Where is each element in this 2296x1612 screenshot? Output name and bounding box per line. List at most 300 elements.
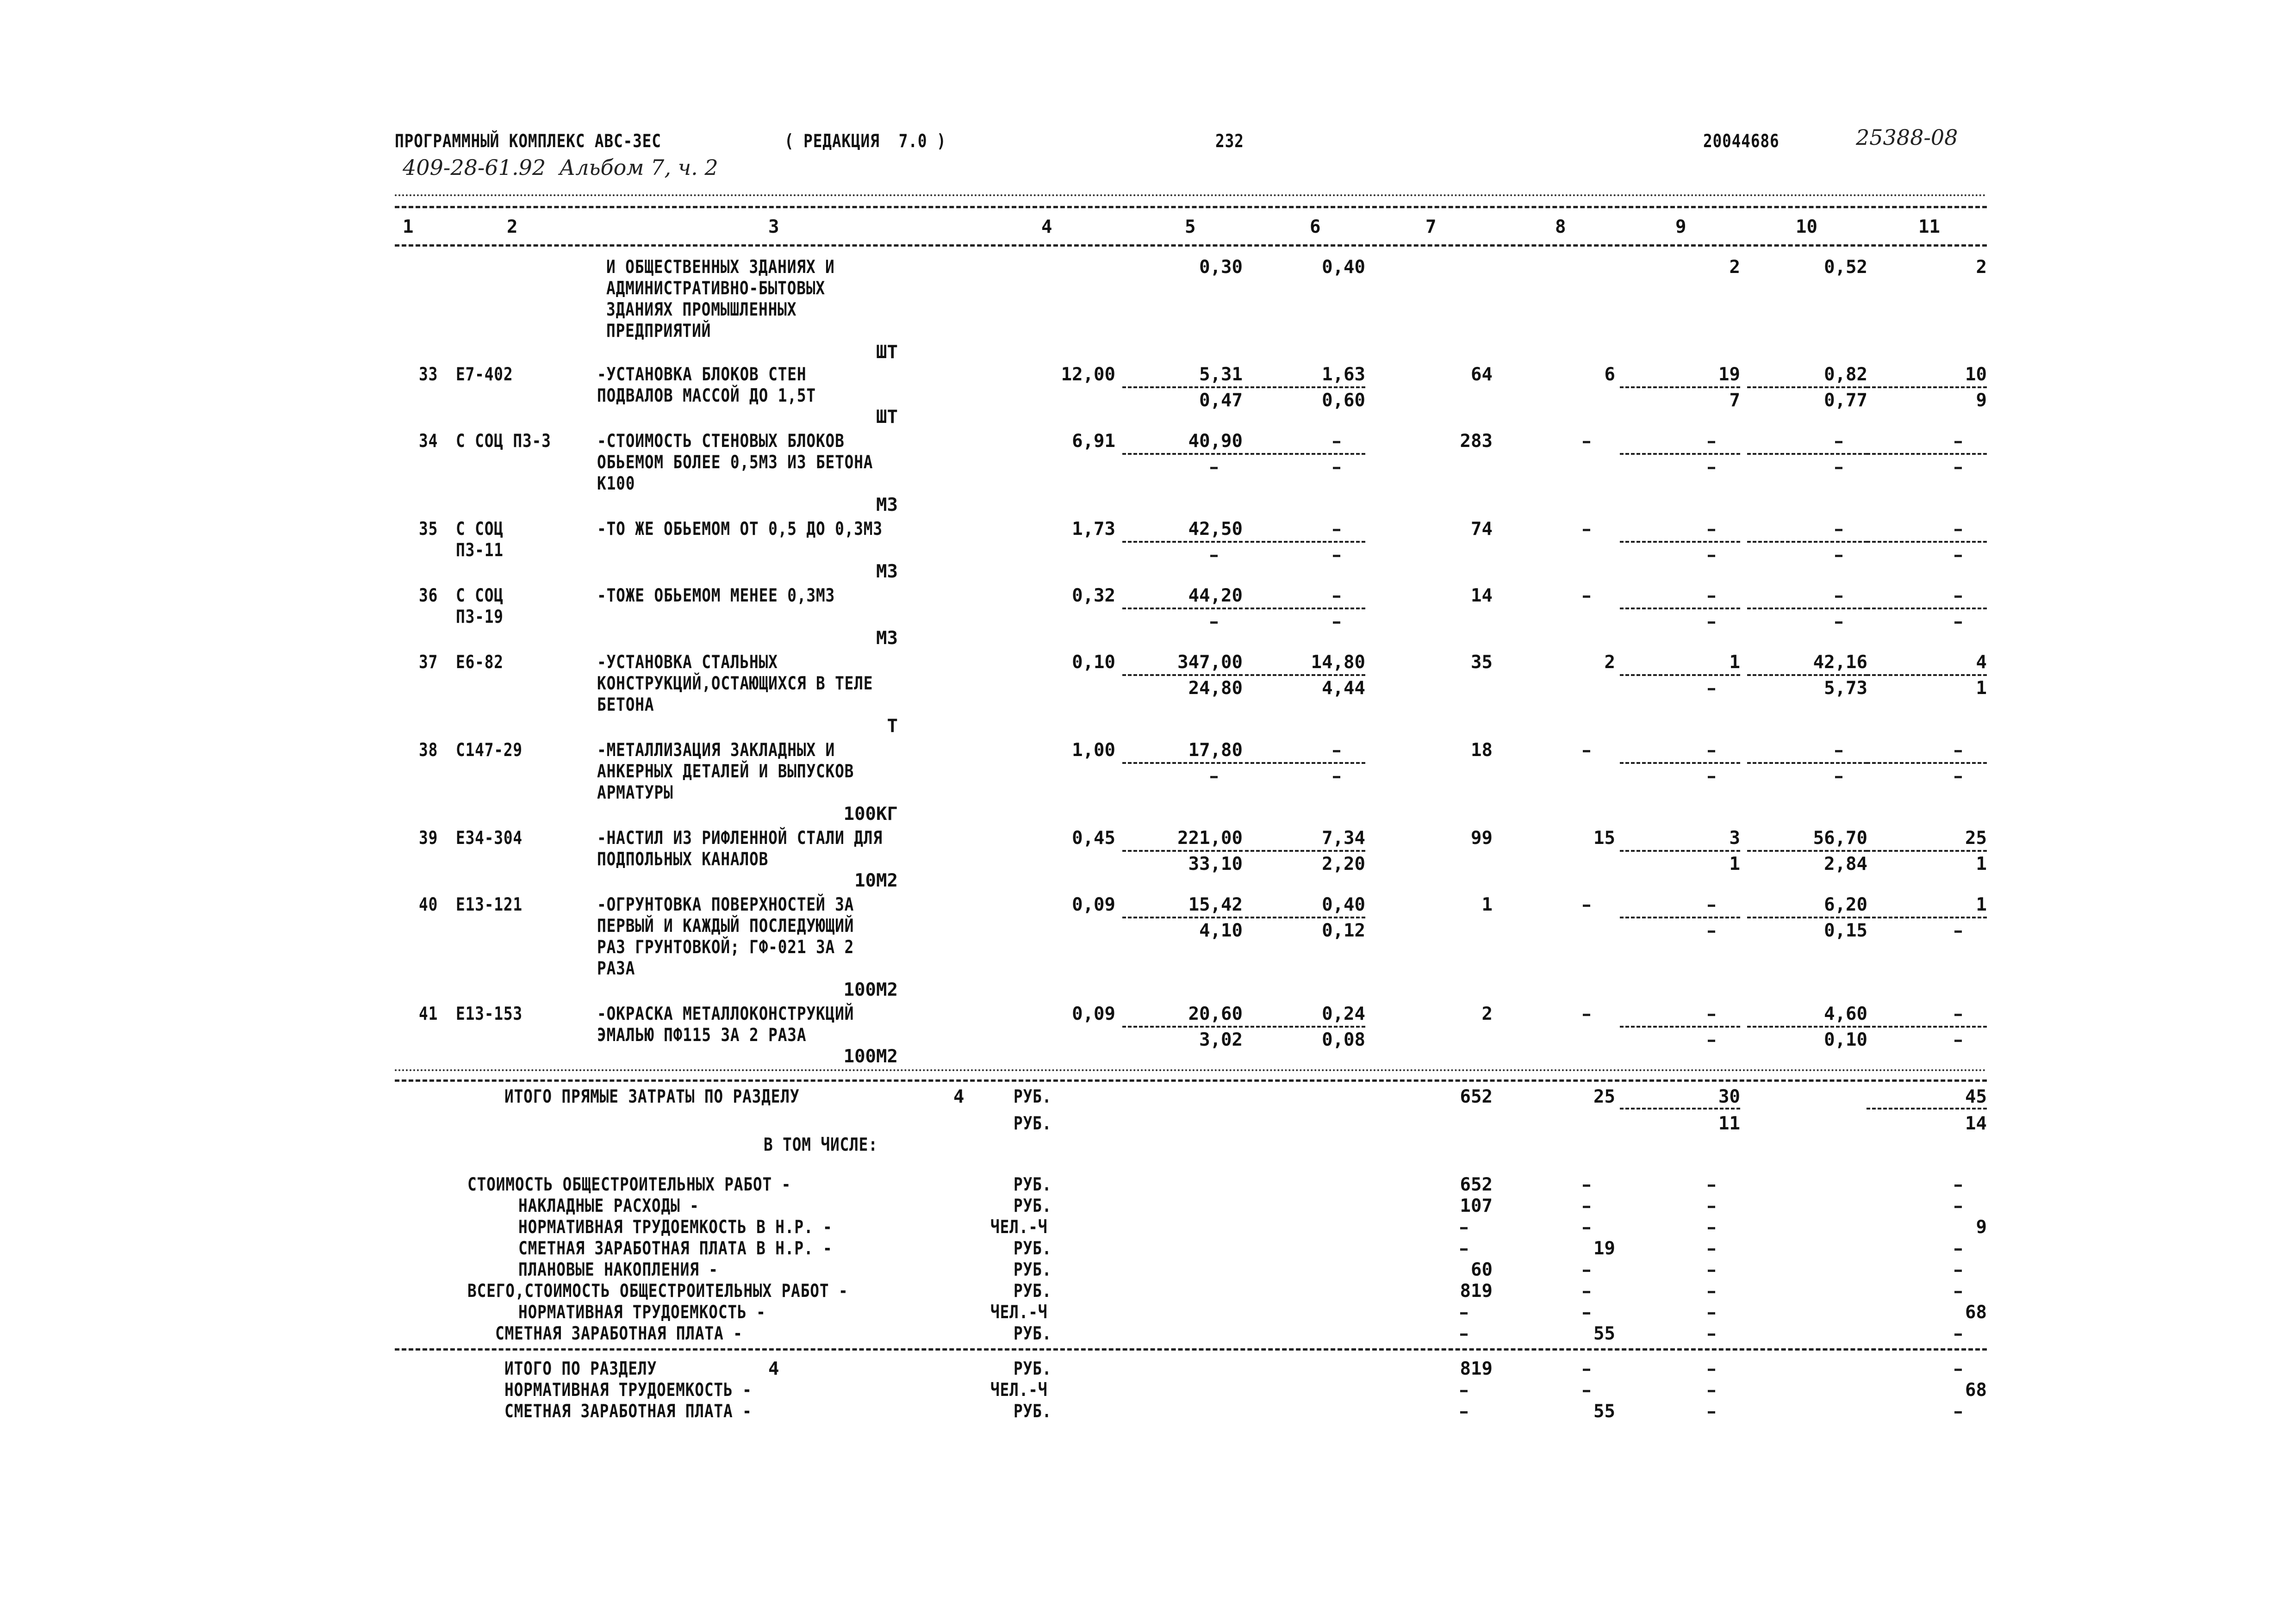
cell-c11-lower: 1 <box>1976 678 1987 699</box>
row-code-line2: ПЗ-11 <box>456 540 504 561</box>
cell-c10-lower: 2,84 <box>1824 854 1867 874</box>
cell-c5: 347,00 <box>1177 652 1243 673</box>
cell-c11-lower: 9 <box>1976 390 1987 411</box>
direct-total-c11-lower: 14 <box>1965 1113 1987 1134</box>
cell-c5-lower-dash <box>1210 555 1218 557</box>
section-total-c7-dash <box>1460 1411 1468 1414</box>
fraction-line-c6 <box>1245 386 1365 388</box>
cell-c5: 17,80 <box>1188 740 1243 761</box>
cell-c9-lower-dash <box>1708 688 1715 690</box>
row-description: -УСТАНОВКА СТАЛЬНЫХ <box>597 652 778 673</box>
row-description: -ТО ЖЕ ОБЬЕМОМ ОТ 0,5 ДО 0,3МЗ <box>597 519 883 539</box>
section-total-c11: 68 <box>1965 1380 1987 1401</box>
cell-c9-lower-dash <box>1708 467 1715 469</box>
cell-c11: 2 <box>1976 257 1987 278</box>
summary-c7-dash <box>1460 1333 1468 1336</box>
cell-c6: 0,24 <box>1322 1004 1365 1024</box>
fraction-line-c5 <box>1122 674 1243 676</box>
row-code: С СОЦ <box>456 519 504 539</box>
row-code: С СОЦ ПЗ-3 <box>456 431 551 452</box>
fraction-line-c5 <box>1122 917 1243 918</box>
row-number: 33 <box>419 364 438 385</box>
cell-c6: 0,40 <box>1322 257 1365 278</box>
cell-c10-dash <box>1835 441 1842 443</box>
direct-total-c9-lower: 11 <box>1718 1113 1740 1134</box>
section-total-c9-dash <box>1708 1411 1715 1414</box>
row-number: 36 <box>419 585 438 606</box>
row-description: РАЗА <box>597 958 635 979</box>
cell-c7: 64 <box>1471 364 1493 385</box>
cell-c9-dash <box>1708 441 1715 443</box>
cell-c5: 42,50 <box>1188 519 1243 539</box>
cell-c6-lower: 0,12 <box>1322 920 1365 941</box>
fraction-line-c6 <box>1245 674 1365 676</box>
fraction-line-c11 <box>1867 608 1987 609</box>
cell-c9-dash <box>1708 529 1715 531</box>
summary-c9-dash <box>1708 1248 1715 1251</box>
cell-c11-lower-dash <box>1954 1040 1962 1042</box>
cell-c11: 1 <box>1976 894 1987 915</box>
direct-total-c7: 652 <box>1460 1086 1493 1107</box>
section-total-c8-dash <box>1583 1369 1590 1371</box>
direct-total-line-c9 <box>1620 1108 1740 1110</box>
summary-c9-dash <box>1708 1270 1715 1272</box>
cell-c5-lower: 24,80 <box>1188 678 1243 699</box>
fraction-line-c11 <box>1867 674 1987 676</box>
fraction-line-c9 <box>1620 541 1740 543</box>
summary-c7-dash <box>1460 1312 1468 1314</box>
summary-c9-dash <box>1708 1333 1715 1336</box>
cell-c10-lower: 0,10 <box>1824 1029 1867 1050</box>
row-description: К100 <box>597 473 635 494</box>
cell-c6-dash <box>1333 441 1340 443</box>
row-description: -ОКРАСКА МЕТАЛЛОКОНСТРУКЦИЙ <box>597 1004 854 1024</box>
fraction-line-c10 <box>1747 917 1867 918</box>
cell-c6-lower-dash <box>1333 467 1340 469</box>
cell-c11-dash <box>1954 529 1962 531</box>
row-description: БЕТОНА <box>597 694 654 715</box>
handwritten-code: 25388-08 <box>1856 125 1958 150</box>
row-code: Е34-304 <box>456 828 523 849</box>
cell-c10: 56,70 <box>1813 828 1867 849</box>
summary-c7-dash <box>1460 1248 1468 1251</box>
cell-c5: 15,42 <box>1188 894 1243 915</box>
unit-label: 100КГ <box>843 804 898 825</box>
direct-total-unit: РУБ. <box>1014 1086 1052 1107</box>
cell-c5: 40,90 <box>1188 431 1243 452</box>
summary-c11: 9 <box>1976 1217 1987 1238</box>
section-total-label: СМЕТНАЯ ЗАРАБОТНАЯ ПЛАТА - <box>504 1401 752 1422</box>
section-total-c11-dash <box>1954 1369 1962 1371</box>
cell-c6-dash <box>1333 750 1340 752</box>
continuation-text: ПРЕДПРИЯТИЙ <box>606 321 711 341</box>
cell-c11-lower-dash <box>1954 930 1962 933</box>
row-description: АНКЕРНЫХ ДЕТАЛЕЙ И ВЫПУСКОВ <box>597 761 854 782</box>
section-total-unit: РУБ. <box>1014 1358 1052 1379</box>
cell-c8-dash <box>1583 441 1590 443</box>
summary-c11-dash <box>1954 1333 1962 1336</box>
fraction-line-c10 <box>1747 762 1867 764</box>
row-code-line2: ПЗ-19 <box>456 607 504 627</box>
cell-c5-lower-dash <box>1210 467 1218 469</box>
cell-c6: 0,40 <box>1322 894 1365 915</box>
section-total-c9-dash <box>1708 1390 1715 1392</box>
column-number: 3 <box>768 217 779 237</box>
cell-c4: 0,09 <box>1072 1004 1115 1024</box>
cell-c11-dash <box>1954 595 1962 598</box>
cell-c7: 18 <box>1471 740 1493 761</box>
fraction-line-c5 <box>1122 1026 1243 1028</box>
summary-c7: 819 <box>1460 1281 1493 1302</box>
summary-c9-dash <box>1708 1184 1715 1187</box>
summary-unit: РУБ. <box>1014 1259 1052 1280</box>
row-description: ПОДПОЛЬНЫХ КАНАЛОВ <box>597 849 769 870</box>
column-number: 2 <box>507 217 518 237</box>
fraction-line-c10 <box>1747 541 1867 543</box>
fraction-line-c10 <box>1747 674 1867 676</box>
cell-c5-lower: 0,47 <box>1199 390 1243 411</box>
cell-c9-lower-dash <box>1708 1040 1715 1042</box>
fraction-line-c9 <box>1620 386 1740 388</box>
cell-c11: 4 <box>1976 652 1987 673</box>
section-total-label: НОРМАТИВНАЯ ТРУДОЕМКОСТЬ - <box>504 1380 752 1401</box>
edition-label: ( РЕДАКЦИЯ 7.0 ) <box>784 131 946 152</box>
row-number: 34 <box>419 431 438 452</box>
cell-c11-lower: 1 <box>1976 854 1987 874</box>
cell-c4: 0,45 <box>1072 828 1115 849</box>
cell-c8-dash <box>1583 1014 1590 1016</box>
row-number: 35 <box>419 519 438 539</box>
cell-c7: 74 <box>1471 519 1493 539</box>
row-description: РАЗ ГРУНТОВКОЙ; ГФ-021 ЗА 2 <box>597 937 854 958</box>
cell-c9-dash <box>1708 1014 1715 1016</box>
summary-c7: 60 <box>1471 1259 1493 1280</box>
fraction-line-c9 <box>1620 1026 1740 1028</box>
column-number: 11 <box>1918 217 1940 237</box>
cell-c9-lower: 7 <box>1729 390 1740 411</box>
cell-c4: 12,00 <box>1061 364 1115 385</box>
unit-label: МЗ <box>876 628 898 649</box>
cell-c10-lower-dash <box>1835 621 1842 624</box>
cell-c6-lower: 0,08 <box>1322 1029 1365 1050</box>
unit-label: МЗ <box>876 561 898 582</box>
cell-c11-dash <box>1954 1014 1962 1016</box>
section-total-c7-dash <box>1460 1390 1468 1392</box>
cell-c11-lower-dash <box>1954 467 1962 469</box>
fraction-line-c6 <box>1245 917 1365 918</box>
fraction-line-c6 <box>1245 1026 1365 1028</box>
direct-total-c11: 45 <box>1965 1086 1987 1107</box>
cell-c6: 1,63 <box>1322 364 1365 385</box>
cell-c8-dash <box>1583 905 1590 907</box>
fraction-line-c9 <box>1620 608 1740 609</box>
cell-c11-lower-dash <box>1954 621 1962 624</box>
cell-c5-lower-dash <box>1210 621 1218 624</box>
cell-c11: 10 <box>1965 364 1987 385</box>
fraction-line-c11 <box>1867 541 1987 543</box>
column-number: 8 <box>1555 217 1566 237</box>
row-code: С147-29 <box>456 740 523 761</box>
cell-c5-lower-dash <box>1210 776 1218 778</box>
fraction-line-c6 <box>1245 541 1365 543</box>
cell-c8-dash <box>1583 529 1590 531</box>
cell-c9: 1 <box>1729 652 1740 673</box>
fraction-line-c11 <box>1867 850 1987 852</box>
column-number: 6 <box>1310 217 1321 237</box>
summary-c8: 19 <box>1593 1238 1615 1259</box>
direct-total-label: ИТОГО ПРЯМЫЕ ЗАТРАТЫ ПО РАЗДЕЛУ <box>504 1086 800 1107</box>
summary-c11-dash <box>1954 1291 1962 1293</box>
column-number: 10 <box>1796 217 1817 237</box>
row-code: С СОЦ <box>456 585 504 606</box>
summary-label: НАКЛАДНЫЕ РАСХОДЫ - <box>518 1196 699 1216</box>
cell-c9: 19 <box>1718 364 1740 385</box>
section-total-c8-dash <box>1583 1390 1590 1392</box>
row-number: 41 <box>419 1004 438 1024</box>
cell-c10: 42,16 <box>1813 652 1867 673</box>
row-code: Е7-402 <box>456 364 513 385</box>
summary-c7: 652 <box>1460 1174 1493 1195</box>
cell-c7: 283 <box>1460 431 1493 452</box>
unit-label: 10М2 <box>854 870 898 891</box>
fraction-line-c11 <box>1867 917 1987 918</box>
cell-c10: 0,82 <box>1824 364 1867 385</box>
summary-label: ПЛАНОВЫЕ НАКОПЛЕНИЯ - <box>518 1259 718 1280</box>
cell-c6-lower: 4,44 <box>1322 678 1365 699</box>
cell-c8: 6 <box>1604 364 1615 385</box>
summary-c11-dash <box>1954 1248 1962 1251</box>
column-number: 5 <box>1185 217 1196 237</box>
column-number: 7 <box>1425 217 1437 237</box>
row-description: -ТОЖЕ ОБЬЕМОМ МЕНЕЕ 0,3МЗ <box>597 585 835 606</box>
summary-unit: РУБ. <box>1014 1281 1052 1302</box>
direct-total-unit-2: РУБ. <box>1014 1113 1052 1134</box>
fraction-line-c5 <box>1122 762 1243 764</box>
summary-c11: 68 <box>1965 1302 1987 1323</box>
summary-c11-dash <box>1954 1206 1962 1208</box>
cell-c6: 14,80 <box>1311 652 1365 673</box>
fraction-line-c5 <box>1122 386 1243 388</box>
cell-c4: 0,10 <box>1072 652 1115 673</box>
fraction-line-c6 <box>1245 850 1365 852</box>
fraction-line-c11 <box>1867 453 1987 455</box>
summary-c9-dash <box>1708 1291 1715 1293</box>
unit-label: Т <box>887 716 898 737</box>
fraction-line-c5 <box>1122 608 1243 609</box>
summary-c9-dash <box>1708 1206 1715 1208</box>
cell-c10-lower-dash <box>1835 776 1842 778</box>
fraction-line-c9 <box>1620 917 1740 918</box>
column-number: 9 <box>1675 217 1686 237</box>
column-header-rule <box>395 244 1987 247</box>
cell-c8: 2 <box>1604 652 1615 673</box>
cell-c5: 20,60 <box>1188 1004 1243 1024</box>
cell-c11-dash <box>1954 750 1962 752</box>
section-total-c7: 819 <box>1460 1358 1493 1379</box>
row-description: -МЕТАЛЛИЗАЦИЯ ЗАКЛАДНЫХ И <box>597 740 835 761</box>
cell-c7: 99 <box>1471 828 1493 849</box>
cell-c10-lower: 0,77 <box>1824 390 1867 411</box>
fraction-line-c11 <box>1867 386 1987 388</box>
direct-total-c8: 25 <box>1593 1086 1615 1107</box>
cell-c10-lower-dash <box>1835 467 1842 469</box>
cell-c10-lower-dash <box>1835 555 1842 557</box>
row-code: Е13-121 <box>456 894 523 915</box>
summary-c11-dash <box>1954 1270 1962 1272</box>
cell-c10: 6,20 <box>1824 894 1867 915</box>
document-code: 20044686 <box>1703 131 1780 152</box>
fraction-line-c6 <box>1245 608 1365 609</box>
row-description: -УСТАНОВКА БЛОКОВ СТЕН <box>597 364 807 385</box>
cell-c7: 14 <box>1471 585 1493 606</box>
cell-c6-lower: 2,20 <box>1322 854 1365 874</box>
cell-c7: 35 <box>1471 652 1493 673</box>
top-rule-2 <box>395 206 1987 208</box>
cell-c10: 0,52 <box>1824 257 1867 278</box>
cell-c7: 1 <box>1481 894 1493 915</box>
cell-c4: 6,91 <box>1072 431 1115 452</box>
cell-c6-dash <box>1333 595 1340 598</box>
row-description: АРМАТУРЫ <box>597 782 673 803</box>
cell-c9-lower-dash <box>1708 555 1715 557</box>
row-description: ЭМАЛЬЮ ПФ115 ЗА 2 РАЗА <box>597 1025 807 1046</box>
row-description: -СТОИМОСТЬ СТЕНОВЫХ БЛОКОВ <box>597 431 845 452</box>
row-description: -НАСТИЛ ИЗ РИФЛЕННОЙ СТАЛИ ДЛЯ <box>597 828 883 849</box>
cell-c5: 5,31 <box>1199 364 1243 385</box>
summary-c8-dash <box>1583 1227 1590 1229</box>
handwritten-album: 409-28-61.92 Альбом 7, ч. 2 <box>403 155 718 180</box>
summary-label: ВСЕГО,СТОИМОСТЬ ОБЩЕСТРОИТЕЛЬНЫХ РАБОТ - <box>467 1281 848 1302</box>
fraction-line-c10 <box>1747 608 1867 609</box>
cell-c10: 4,60 <box>1824 1004 1867 1024</box>
fraction-line-c11 <box>1867 762 1987 764</box>
cell-c9: 3 <box>1729 828 1740 849</box>
summary-unit: РУБ. <box>1014 1323 1052 1344</box>
fraction-line-c11 <box>1867 1026 1987 1028</box>
summary-c8-dash <box>1583 1291 1590 1293</box>
cell-c9-lower-dash <box>1708 930 1715 933</box>
summary-c7-dash <box>1460 1227 1468 1229</box>
row-description: ПОДВАЛОВ МАССОЙ ДО 1,5Т <box>597 385 816 406</box>
cell-c5-lower: 4,10 <box>1199 920 1243 941</box>
summary-unit: ЧЕЛ.-Ч <box>990 1302 1048 1323</box>
unit-label: МЗ <box>876 495 898 515</box>
continuation-text: И ОБЩЕСТВЕННЫХ ЗДАНИЯХ И <box>606 257 835 278</box>
row-code: Е6-82 <box>456 652 504 673</box>
summary-label: СМЕТНАЯ ЗАРАБОТНАЯ ПЛАТА - <box>495 1323 743 1344</box>
summary-c8-dash <box>1583 1312 1590 1314</box>
cell-c4: 1,00 <box>1072 740 1115 761</box>
fraction-line-c9 <box>1620 850 1740 852</box>
summary-label: СТОИМОСТЬ ОБЩЕСТРОИТЕЛЬНЫХ РАБОТ - <box>467 1174 791 1195</box>
row-description: ОБЬЕМОМ БОЛЕЕ 0,5МЗ ИЗ БЕТОНА <box>597 452 873 473</box>
program-title: ПРОГРАММНЫЙ КОМПЛЕКС АВС-ЗЕС <box>395 131 661 152</box>
fraction-line-c6 <box>1245 762 1365 764</box>
cell-c6-lower-dash <box>1333 555 1340 557</box>
fraction-line-c10 <box>1747 453 1867 455</box>
cell-c11-lower-dash <box>1954 555 1962 557</box>
fraction-line-c10 <box>1747 386 1867 388</box>
row-number: 40 <box>419 894 438 915</box>
page-number: 232 <box>1215 131 1244 152</box>
row-number: 39 <box>419 828 438 849</box>
cell-c11-lower-dash <box>1954 776 1962 778</box>
row-number: 38 <box>419 740 438 761</box>
cell-c8-dash <box>1583 595 1590 598</box>
summary-c7: 107 <box>1460 1196 1493 1216</box>
summary-c8-dash <box>1583 1206 1590 1208</box>
summary-unit: РУБ. <box>1014 1238 1052 1259</box>
cell-c6-dash <box>1333 529 1340 531</box>
cell-c4: 1,73 <box>1072 519 1115 539</box>
rule-before-direct-total-dotted <box>395 1069 1987 1071</box>
cell-c5: 44,20 <box>1188 585 1243 606</box>
summary-unit: РУБ. <box>1014 1196 1052 1216</box>
cell-c9-dash <box>1708 595 1715 598</box>
summary-c8-dash <box>1583 1270 1590 1272</box>
fraction-line-c10 <box>1747 850 1867 852</box>
cell-c6: 7,34 <box>1322 828 1365 849</box>
summary-c9-dash <box>1708 1312 1715 1314</box>
cell-c9-lower-dash <box>1708 621 1715 624</box>
fraction-line-c9 <box>1620 762 1740 764</box>
cell-c10-dash <box>1835 595 1842 598</box>
direct-total-c9: 30 <box>1718 1086 1740 1107</box>
cell-c9-dash <box>1708 905 1715 907</box>
cell-c8-dash <box>1583 750 1590 752</box>
cell-c6-lower-dash <box>1333 776 1340 778</box>
section-total-c8: 55 <box>1593 1401 1615 1422</box>
summary-c9-dash <box>1708 1227 1715 1229</box>
cell-c10-lower: 0,15 <box>1824 920 1867 941</box>
cell-c9-lower-dash <box>1708 776 1715 778</box>
rule-before-direct-total <box>395 1079 1987 1082</box>
row-description: КОНСТРУКЦИЙ,ОСТАЮЩИХСЯ В ТЕЛЕ <box>597 673 873 694</box>
row-description: -ОГРУНТОВКА ПОВЕРХНОСТЕЙ ЗА <box>597 894 854 915</box>
summary-unit: ЧЕЛ.-Ч <box>990 1217 1048 1238</box>
section-total-c11-dash <box>1954 1411 1962 1414</box>
summary-unit: РУБ. <box>1014 1174 1052 1195</box>
fraction-line-c5 <box>1122 541 1243 543</box>
cell-c4: 0,32 <box>1072 585 1115 606</box>
continuation-text: ЗДАНИЯХ ПРОМЫШЛЕННЫХ <box>606 299 797 320</box>
cell-c5: 221,00 <box>1177 828 1243 849</box>
row-code: Е13-153 <box>456 1004 523 1024</box>
fraction-line-c6 <box>1245 453 1365 455</box>
rule-before-section-total <box>395 1348 1987 1351</box>
summary-label: НОРМАТИВНАЯ ТРУДОЕМКОСТЬ - <box>518 1302 766 1323</box>
column-number: 4 <box>1041 217 1052 237</box>
section-total-number: 4 <box>768 1358 779 1379</box>
direct-total-line-c11 <box>1867 1108 1987 1110</box>
fraction-line-c5 <box>1122 850 1243 852</box>
top-rule-1 <box>395 194 1987 196</box>
cell-c11: 25 <box>1965 828 1987 849</box>
summary-c8: 55 <box>1593 1323 1615 1344</box>
continuation-text: АДМИНИСТРАТИВНО-БЫТОВЫХ <box>606 278 825 299</box>
cell-c5-lower: 3,02 <box>1199 1029 1243 1050</box>
cell-c7: 2 <box>1481 1004 1493 1024</box>
row-number: 37 <box>419 652 438 673</box>
summary-c11-dash <box>1954 1184 1962 1187</box>
fraction-line-c5 <box>1122 453 1243 455</box>
cell-c6-lower-dash <box>1333 621 1340 624</box>
unit-label: ШТ <box>876 342 898 363</box>
cell-c8: 15 <box>1593 828 1615 849</box>
cell-c10-lower: 5,73 <box>1824 678 1867 699</box>
summary-label: НОРМАТИВНАЯ ТРУДОЕМКОСТЬ В Н.Р. - <box>518 1217 833 1238</box>
fraction-line-c10 <box>1747 1026 1867 1028</box>
